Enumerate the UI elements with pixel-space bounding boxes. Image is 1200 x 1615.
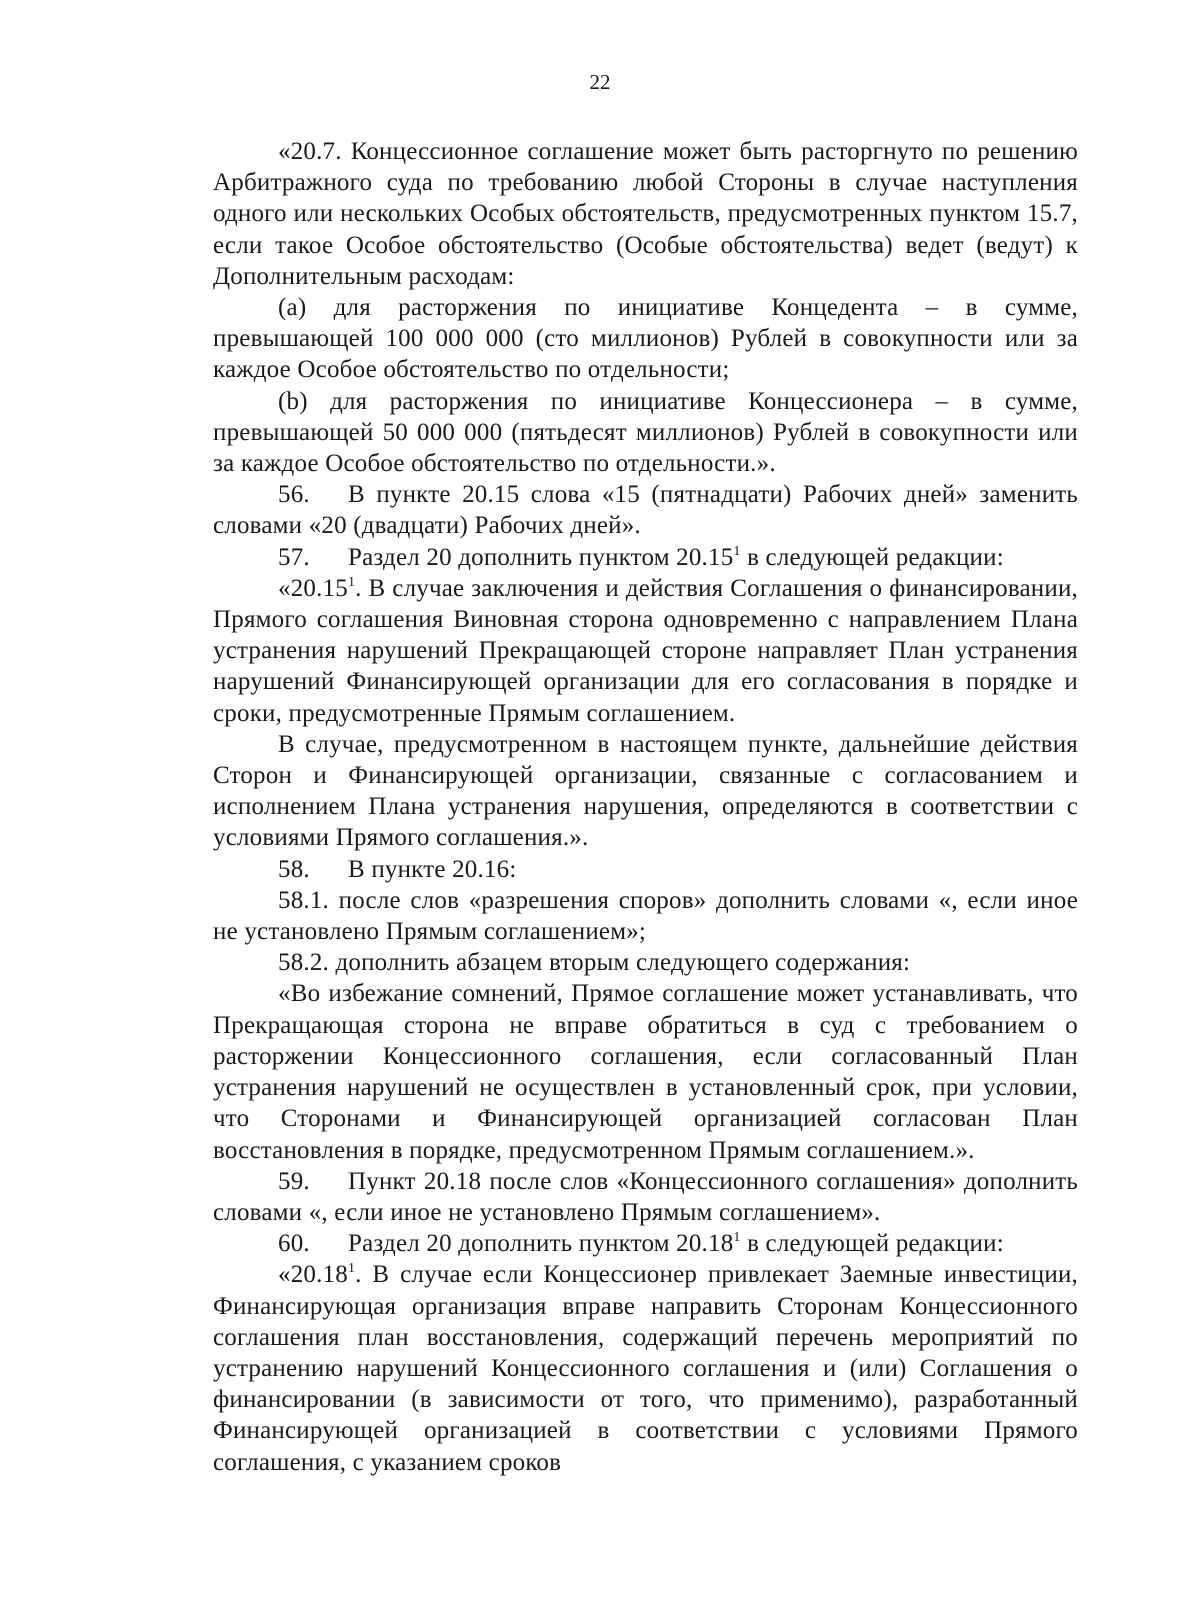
item-text: Пункт 20.18 после слов «Концессионного соглашения» дополнить словами «, если иное не установлено Прямым соглашением». bbox=[213, 1167, 1078, 1226]
superscript: 1 bbox=[733, 1230, 741, 1246]
item-text-continued: в следующей редакции: bbox=[740, 1230, 1004, 1258]
paragraph-20-18-1 bbox=[213, 1259, 1078, 1477]
item-58 bbox=[213, 854, 1078, 885]
clause-text: . В случае заключения и действия Соглашения о финансировании, Прямого соглашения Виновная сторона одновременно с направлением Плана устранения нарушений Прекращающей стороне направляет План устранения нарушений Финансирующей организации для его согласования в порядке и сроки, предусмотренные Прямым соглашением. bbox=[213, 574, 1078, 727]
subitem-58-1: 58.1. после слов «разрешения споров» дополнить словами «, если иное не установлено Прямым соглашением»; bbox=[213, 886, 1078, 946]
item-text: В пункте 20.16: bbox=[348, 855, 517, 883]
clause-label: «20.18 bbox=[278, 1261, 348, 1289]
item-57 bbox=[213, 542, 1078, 573]
superscript: 1 bbox=[347, 1261, 356, 1277]
item-59 bbox=[213, 1166, 1078, 1228]
paragraph-20-16-second: «Во избежание сомнений, Прямое соглашение может устанавливать, что Прекращающая сторона не вправе обратиться в суд с требованием о расторжении Концессионного соглашения, если согласованный План устранения нарушений не осуществлен в установленный срок, при условии, что Сторонами и Финансирующей организацией согласован План восстановления в порядке, предусмотренном Прямым соглашением.». bbox=[213, 980, 1078, 1164]
superscript: 1 bbox=[347, 574, 356, 590]
paragraph-20-7-a: (a) для расторжения по инициативе Концедента – в сумме, превышающей 100 000 000 (сто миллионов) Рублей в совокупности или за каждое Особое обстоятельство по отдельности; bbox=[213, 294, 1078, 384]
item-number: 58. bbox=[278, 855, 310, 883]
item-text: В пункте 20.15 слова «15 (пятнадцати) Рабочих дней» заменить словами «20 (двадцати) Рабочих дней». bbox=[213, 481, 1078, 540]
item-text: Раздел 20 дополнить пунктом 20.18 bbox=[348, 1230, 734, 1258]
item-text: Раздел 20 дополнить пунктом 20.15 bbox=[348, 543, 734, 571]
paragraph-20-15-1 bbox=[213, 573, 1078, 729]
item-number: 56. bbox=[278, 481, 310, 509]
paragraph-20-7: «20.7. Концессионное соглашение может быть расторгнуто по решению Арбитражного суда по требованию любой Стороны в случае наступления одного или нескольких Особых обстоятельств, предусмотренных пунктом 15.7, если такое Особое обстоятельство (Особые обстоятельства) ведет (ведут) к Дополнительным расходам: bbox=[213, 138, 1078, 290]
document-body bbox=[213, 136, 1078, 1478]
clause-label: «20.15 bbox=[278, 574, 348, 602]
page-number: 22 bbox=[589, 70, 611, 94]
paragraph-20-7-b: (b) для расторжения по инициативе Концессионера – в сумме, превышающей 50 000 000 (пятьдесят миллионов) Рублей в совокупности или за каждое Особое обстоятельство по отдельности.». bbox=[213, 387, 1078, 478]
superscript: 1 bbox=[733, 543, 741, 559]
item-60 bbox=[213, 1228, 1078, 1259]
subitem-58-2: 58.2. дополнить абзацем вторым следующего содержания: bbox=[278, 949, 911, 977]
item-number: 57. bbox=[278, 543, 310, 571]
item-number: 60. bbox=[278, 1230, 310, 1258]
item-56 bbox=[213, 479, 1078, 541]
clause-text: . В случае если Концессионер привлекает Заемные инвестиции, Финансирующая организация вправе направить Сторонам Концессионного соглашения план восстановления, содержащий перечень мероприятий по устранению нарушений Концессионного соглашения и (или) Соглашения о финансировании (в зависимости от того, что применимо), разработанный Финансирующей организацией в соответствии с условиями Прямого соглашения, с указанием сроков bbox=[213, 1261, 1078, 1476]
paragraph-20-15-1-second: В случае, предусмотренном в настоящем пункте, дальнейшие действия Сторон и Финансирующей организации, связанные с согласованием и исполнением Плана устранения нарушения, определяются в соответствии с условиями Прямого соглашения.». bbox=[213, 730, 1078, 852]
item-number: 59. bbox=[278, 1167, 310, 1195]
item-text-continued: в следующей редакции: bbox=[740, 543, 1004, 571]
